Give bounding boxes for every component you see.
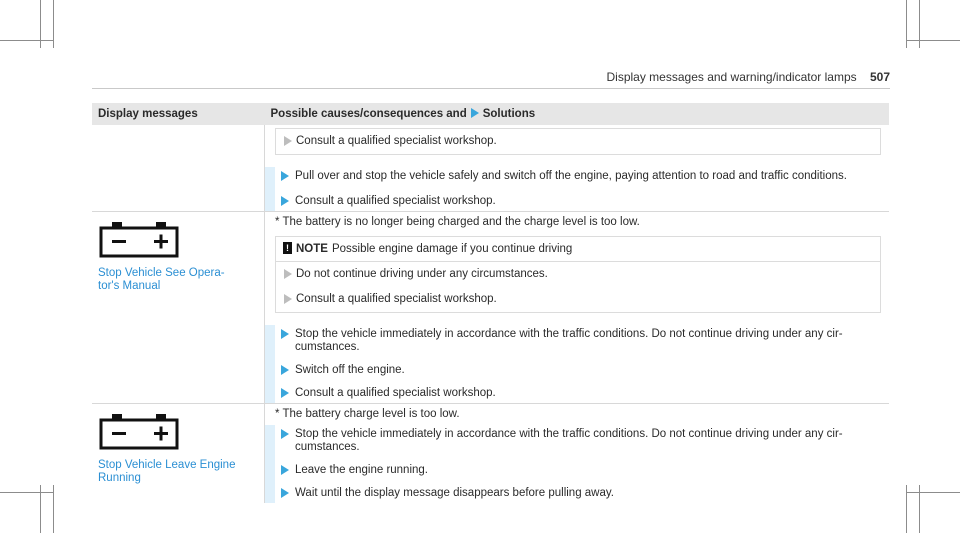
crop-mark (0, 492, 53, 493)
note-title: NOTE (296, 243, 328, 255)
list-item: Consult a qualified specialist workshop. (265, 192, 889, 211)
arrow-right-icon (281, 388, 289, 398)
arrow-right-icon (281, 329, 289, 339)
list-item: Stop the vehicle immediately in accordance with the traffic conditions. Do not continue driving under any cir- cumstances. (265, 325, 889, 357)
battery-icon (98, 412, 180, 450)
table-header-row (92, 103, 889, 125)
list-item: Consult a qualified specialist workshop. (276, 129, 880, 154)
list-item: Consult a qualified specialist workshop. (276, 287, 880, 312)
note (276, 237, 880, 261)
col-solutions-label: Solutions (482, 108, 536, 120)
list-item: Consult a qualified specialist workshop. (265, 384, 889, 403)
arrow-right-icon (471, 108, 479, 118)
table-row (92, 125, 889, 212)
crop-mark (906, 40, 960, 41)
instruction-box (275, 128, 881, 155)
solutions-cell (265, 212, 890, 404)
arrow-right-icon (281, 365, 289, 375)
page-number: 507 (869, 70, 890, 84)
arrow-right-icon (281, 171, 289, 181)
solutions-cell (265, 404, 890, 504)
list-item: Stop the vehicle immediately in accordance with the traffic conditions. Do not continue driving under any cir- cumstances. (265, 425, 889, 457)
display-message-label: Stop Vehicle See Opera- tor's Manual (98, 267, 225, 292)
cause-text: * The battery is no longer being charged and the charge level is too low. (275, 216, 640, 228)
display-message-cell (92, 212, 265, 404)
crop-mark (906, 492, 960, 493)
list-item: Switch off the engine. (265, 361, 889, 380)
crop-mark (53, 0, 54, 48)
display-messages-table (92, 103, 889, 503)
display-message-label: Stop Vehicle Leave Engine Running (98, 459, 236, 484)
arrow-right-icon (284, 136, 292, 146)
arrow-right-icon (281, 488, 289, 498)
list-item: Pull over and stop the vehicle safely and switch off the engine, paying attention to road and traffic conditions. (265, 167, 889, 186)
col-display-messages: Display messages (92, 103, 265, 125)
arrow-right-icon (281, 429, 289, 439)
cause-text: * The battery charge level is too low. (275, 408, 460, 420)
display-message-cell (92, 404, 265, 504)
crop-mark (0, 40, 53, 41)
note-box (275, 236, 881, 313)
header-divider (92, 88, 890, 89)
list-item: Do not continue driving under any circumstances. (276, 262, 880, 287)
running-header (607, 70, 891, 84)
arrow-right-icon (284, 269, 292, 279)
arrow-right-icon (281, 196, 289, 206)
arrow-right-icon (284, 294, 292, 304)
col-causes-solutions (265, 103, 890, 125)
warning-icon: ! (283, 242, 292, 254)
list-item: Leave the engine running. (265, 461, 889, 480)
table-row (92, 404, 889, 504)
crop-mark (53, 485, 54, 533)
table-row (92, 212, 889, 404)
solutions-cell (265, 125, 890, 212)
header-title: Display messages and warning/indicator lamps (606, 70, 857, 84)
col-causes-label: Possible causes/consequences and (270, 108, 467, 120)
list-item: Wait until the display message disappears before pulling away. (265, 484, 889, 503)
arrow-right-icon (281, 465, 289, 475)
battery-icon (98, 220, 180, 258)
note-text: Possible engine damage if you continue driving (331, 243, 573, 255)
display-message-cell (92, 125, 265, 212)
